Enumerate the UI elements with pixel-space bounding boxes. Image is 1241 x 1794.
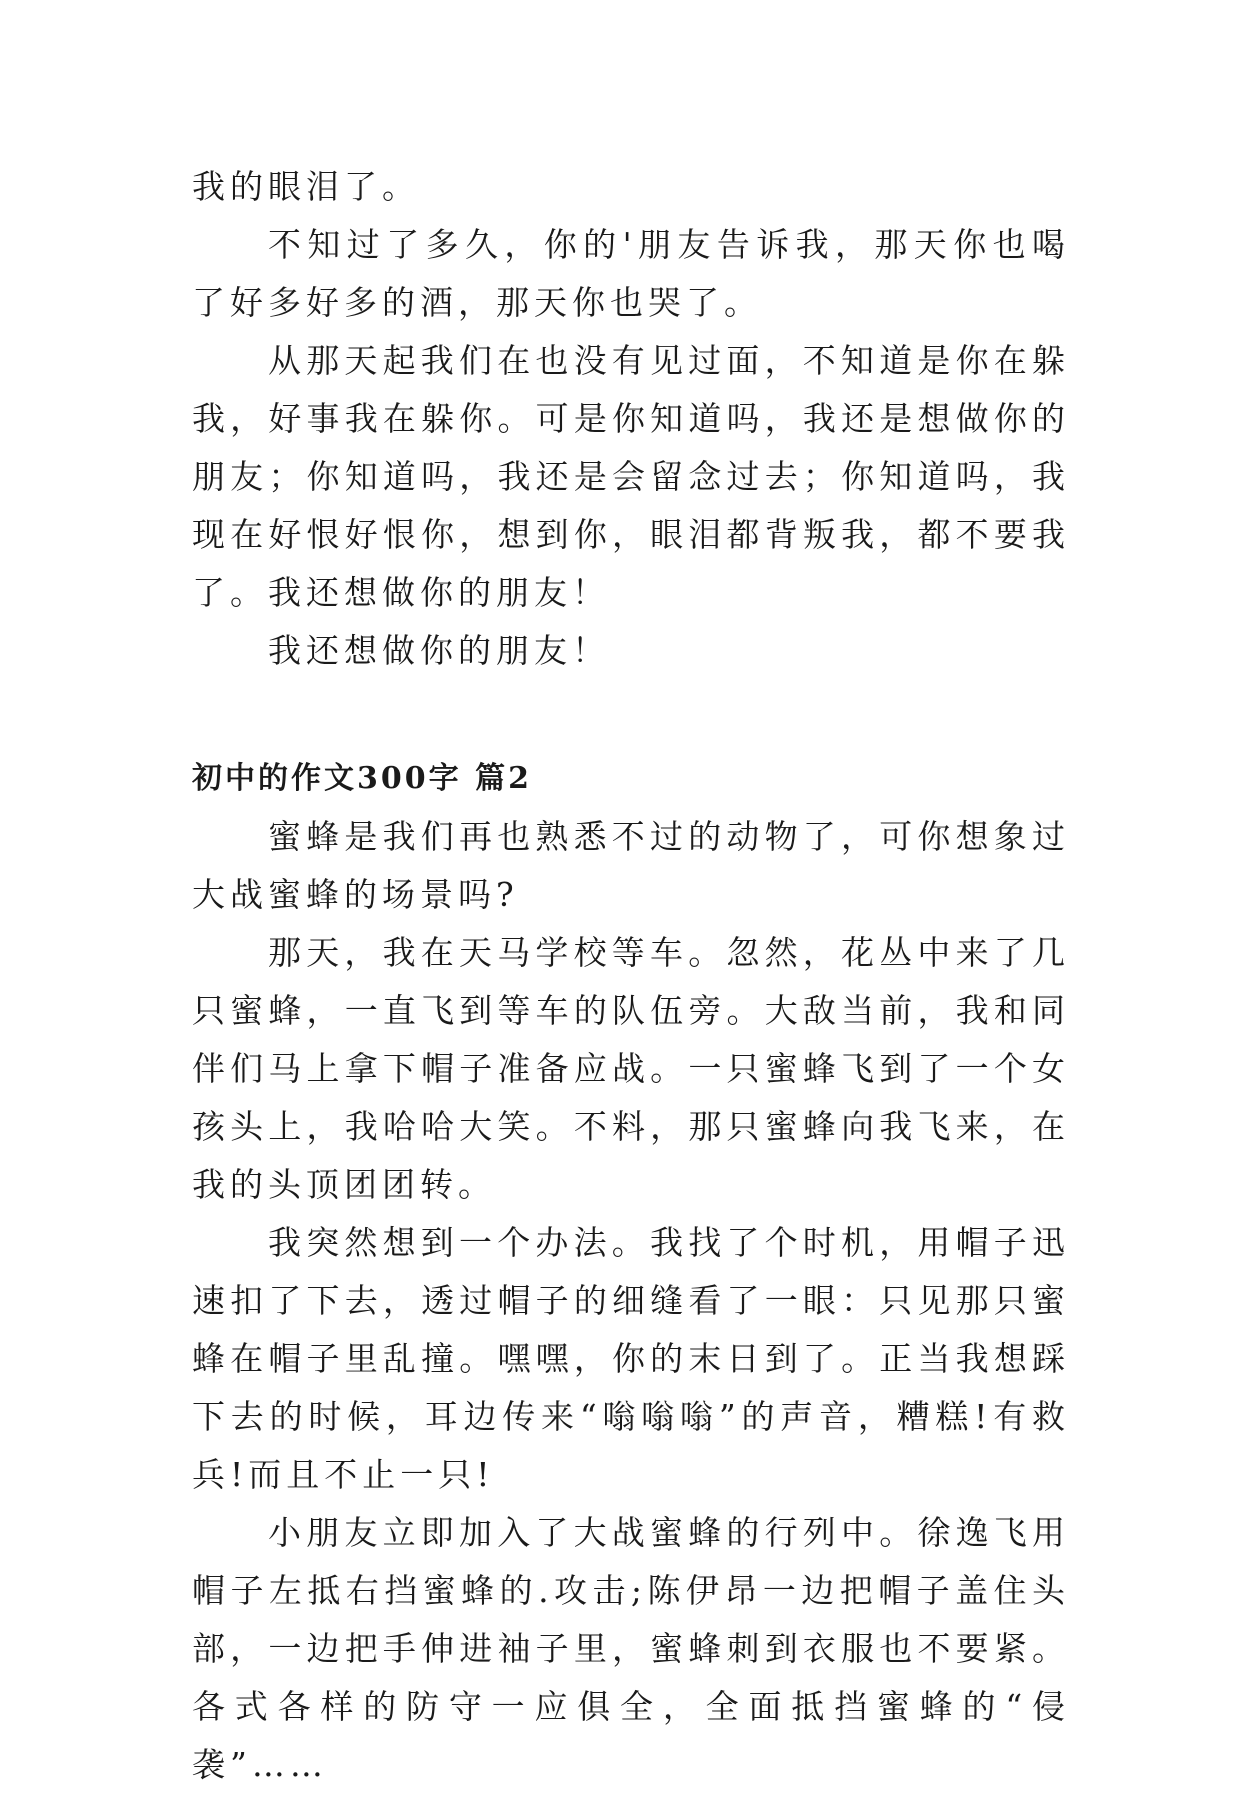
document-body — [192, 158, 1070, 1794]
paragraph: 我还想做你的朋友！ — [268, 631, 610, 670]
paragraph: 小朋友立即加入了大战蜜蜂的行列中。徐逸飞用帽子左抵右挡蜜蜂的.攻击;陈伊昂一边把帽子盖住头部，一边把手伸进袖子里，蜜蜂刺到衣服也不要紧。各式各样的防守一应俱全，全面抵挡蜜蜂的“侵袭”…… — [192, 1513, 1070, 1784]
paragraph: 不知过了多久，你的'朋友告诉我，那天你也喝了好多好多的酒，那天你也哭了。 — [192, 225, 1070, 322]
paragraph: 我突然想到一个办法。我找了个时机，用帽子迅速扣了下去，透过帽子的细缝看了一眼：只见那只蜜蜂在帽子里乱撞。嘿嘿，你的末日到了。正当我想踩下去的时候，耳边传来“嗡嗡嗡”的声音，糟糕!有救兵!而且不止一只! — [192, 1223, 1070, 1494]
paragraph: 那天，我在天马学校等车。忽然，花丛中来了几只蜜蜂，一直飞到等车的队伍旁。大敌当前，我和同伴们马上拿下帽子准备应战。一只蜜蜂飞到了一个女孩头上，我哈哈大笑。不料，那只蜜蜂向我飞来，在我的头顶团团转。 — [192, 933, 1070, 1204]
paragraph: 蜜蜂是我们再也熟悉不过的动物了，可你想象过大战蜜蜂的场景吗? — [192, 817, 1070, 914]
paragraph: 从那天起我们在也没有见过面，不知道是你在躲我，好事我在躲你。可是你知道吗，我还是想做你的朋友；你知道吗，我还是会留念过去；你知道吗，我现在好恨好恨你，想到你，眼泪都背叛我，都不要我了。我还想做你的朋友！ — [192, 341, 1070, 612]
section-heading: 初中的作文300字 篇2 — [192, 761, 532, 796]
paragraph-continuation: 我的眼泪了。 — [192, 167, 420, 206]
